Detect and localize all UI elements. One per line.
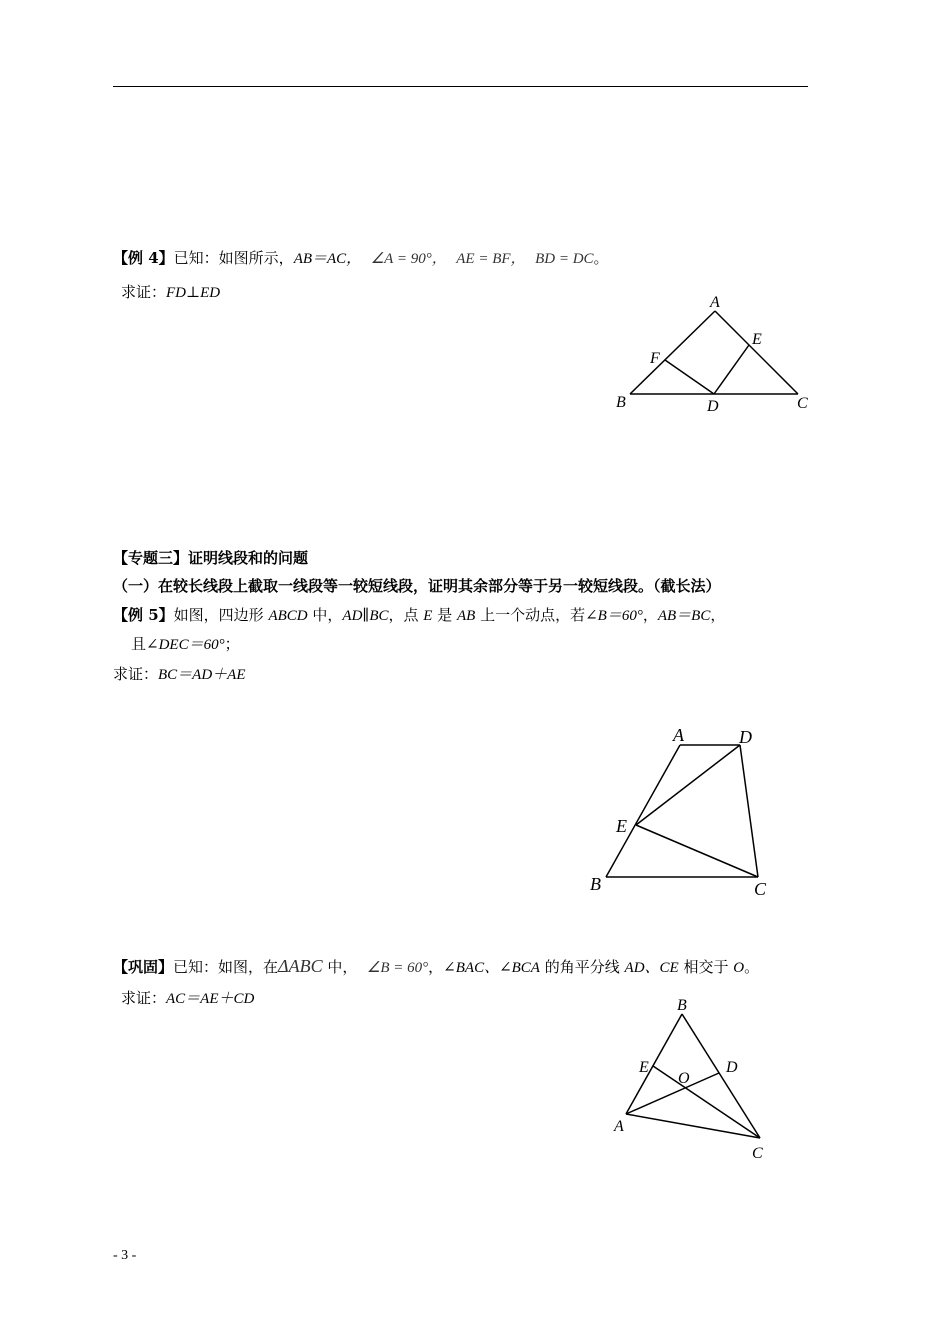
example-4-statement — [113, 248, 609, 269]
consolidation-figure — [600, 990, 800, 1170]
example-4-cond-3: AE = BF， — [456, 251, 526, 267]
example-5-label: 【例 5】 — [113, 606, 174, 624]
fig4-label-a: A — [710, 294, 720, 311]
fig4-seg-fd — [665, 360, 714, 394]
fig4-label-b: B — [616, 394, 626, 411]
example-5-angle-b: ∠B＝60° — [585, 608, 643, 624]
consolidation-known: 已知：如图，在 — [173, 958, 279, 976]
example-5-text-6: 且 — [131, 635, 147, 653]
consolidation-prove — [121, 988, 254, 1009]
example-5-text-1: 如图，四边形 — [173, 606, 269, 624]
consolidation-prove-label: 求证： — [121, 989, 167, 1007]
fig6-side-bc — [682, 1014, 760, 1138]
consolidation-point-o: O — [733, 960, 745, 976]
fig6-bisector-ce — [653, 1066, 760, 1138]
fig6-label-e: E — [639, 1059, 649, 1076]
fig5-label-b: B — [590, 874, 601, 894]
example-5-comma-2: ， — [710, 606, 726, 624]
example-4-prove-label: 求证： — [121, 283, 167, 301]
fig6-side-ba — [626, 1014, 682, 1114]
fig5-label-e: E — [616, 816, 627, 836]
example-4-cond-4: BD = DC — [535, 251, 594, 267]
topic-3-title: 【专题三】证明线段和的问题 — [113, 549, 309, 567]
example-5-prove-label: 求证： — [113, 665, 159, 683]
fig6-label-o: O — [678, 1070, 690, 1087]
fig4-side-ab — [630, 311, 715, 394]
consolidation-bisectors: AD、CE — [624, 960, 679, 976]
header-rule — [113, 86, 808, 87]
example-5-text-3: ，点 — [388, 606, 424, 624]
fig6-label-b: B — [677, 997, 687, 1014]
page-number: - 3 - — [113, 1248, 137, 1263]
fig5-seg-ec — [636, 825, 758, 877]
fig6-side-ac — [626, 1114, 760, 1138]
fig4-label-c: C — [797, 395, 808, 412]
example-5-text-5: 上一个动点，若 — [475, 606, 586, 624]
topic-3-method: （一）在较长线段上截取一线段等一较短线段，证明其余部分等于另一较短线段。（截长法） — [113, 577, 721, 595]
example-4-label: 【例 4】 — [113, 249, 174, 267]
fig4-seg-ed — [714, 345, 749, 394]
fig5-label-d: D — [739, 727, 752, 747]
example-4-known: 已知：如图所示， — [173, 249, 294, 267]
example-5-prove-text: BC＝AD＋AE — [158, 667, 246, 683]
fig5-label-c: C — [754, 879, 767, 899]
example-5-equal-sides: AB＝BC — [657, 608, 711, 624]
consolidation-prove-text: AC＝AE＋CD — [166, 991, 255, 1007]
fig6-label-d: D — [726, 1059, 738, 1076]
example-4-cond-2: ∠A = 90°， — [370, 251, 447, 267]
example-4-prove — [121, 282, 220, 303]
fig5-seg-ed — [636, 745, 740, 825]
example-5-prove — [113, 664, 246, 685]
example-5-text-2: 中， — [307, 606, 343, 624]
consolidation-triangle: ΔABC — [278, 956, 323, 976]
consolidation-text-2: 中， — [322, 958, 358, 976]
consolidation-text-4: 相交于 — [678, 958, 734, 976]
example-4-cond-1: AB＝AC， — [293, 251, 362, 267]
example-5-figure — [580, 718, 800, 908]
fig5-side-dc — [740, 745, 758, 877]
example-4-end: 。 — [593, 249, 609, 267]
example-5-statement-2 — [131, 634, 240, 655]
fig4-label-d: D — [707, 398, 719, 415]
example-4-figure — [600, 290, 820, 420]
example-5-angle-dec: ∠DEC＝60° — [146, 637, 225, 653]
fig4-label-f: F — [650, 350, 660, 367]
consolidation-text-3: 的角平分线 — [539, 958, 625, 976]
consolidation-statement — [113, 956, 759, 978]
example-5-text-4: 是 — [432, 606, 457, 624]
fig5-label-a: A — [673, 725, 684, 745]
consolidation-comma: ， — [428, 958, 444, 976]
example-5-point-e: E — [423, 608, 433, 624]
example-5-comma: ， — [642, 606, 658, 624]
consolidation-angle-b: ∠B = 60° — [366, 960, 429, 976]
consolidation-label: 【巩固】 — [113, 958, 174, 976]
fig5-side-ab — [606, 745, 680, 877]
consolidation-bisected-angles: ∠BAC、∠BCA — [443, 960, 540, 976]
example-5-statement — [113, 605, 725, 626]
fig4-label-e: E — [752, 331, 762, 348]
consolidation-end: 。 — [744, 958, 760, 976]
example-5-side-ab: AB — [457, 608, 476, 624]
fig6-label-c: C — [752, 1145, 763, 1162]
example-5-parallel: AD∥BC — [342, 608, 389, 624]
example-5-semicolon: ； — [224, 635, 240, 653]
fig4-side-ac — [715, 311, 798, 394]
example-5-quad: ABCD — [268, 608, 308, 624]
fig6-label-a: A — [614, 1118, 624, 1135]
example-4-prove-text: FD⊥ED — [166, 285, 221, 301]
